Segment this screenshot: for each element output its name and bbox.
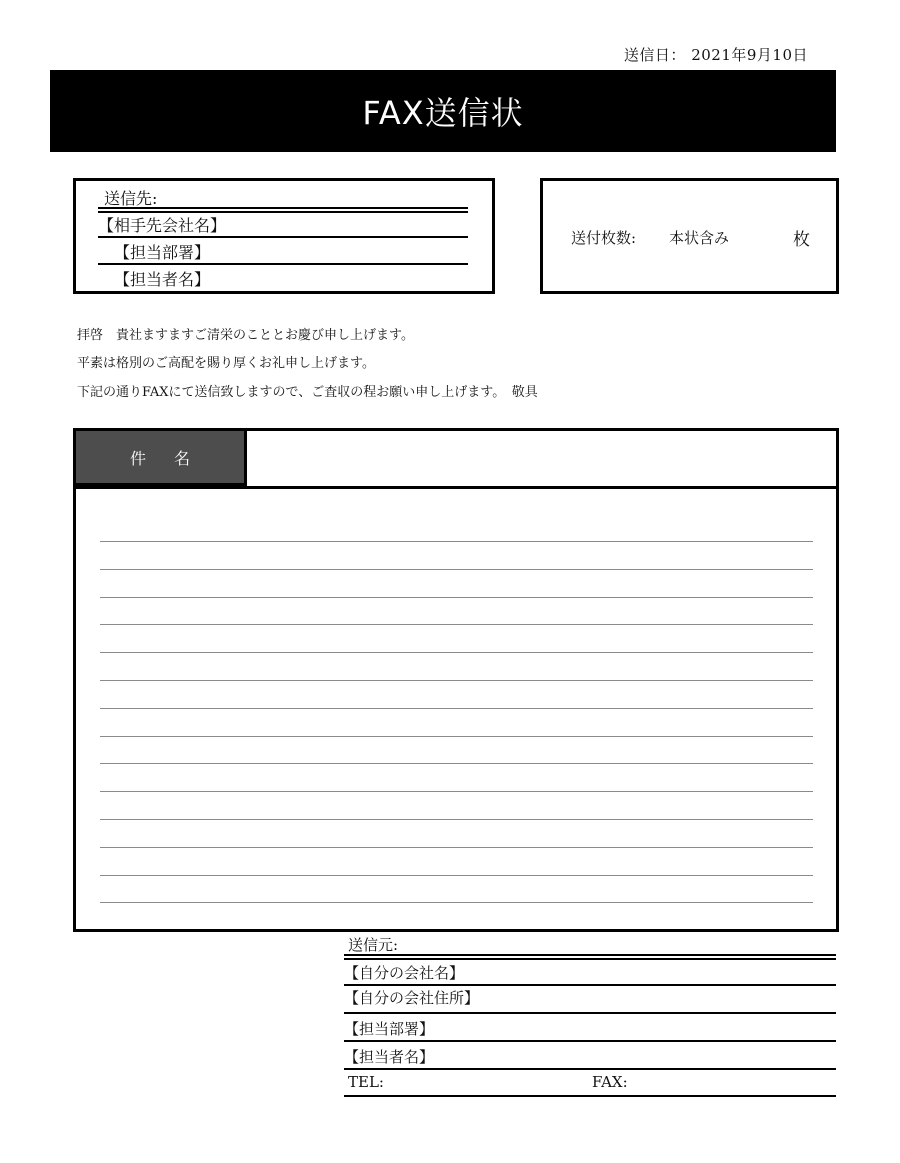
body-ruled-line	[100, 875, 813, 876]
send-date-label: 送信日：	[623, 46, 686, 64]
sender-address-field[interactable]: 【自分の会社住所】	[344, 989, 480, 1007]
sender-company-rule	[344, 984, 836, 986]
sender-person-field[interactable]: 【担当者名】	[344, 1048, 435, 1066]
body-ruled-line	[100, 847, 813, 848]
page-count-box	[540, 178, 839, 294]
body-ruled-line	[100, 902, 813, 903]
body-ruled-line	[100, 569, 813, 570]
sender-department-field[interactable]: 【担当部署】	[344, 1020, 435, 1038]
page-count-note: 本状含み	[669, 229, 730, 247]
body-ruled-line	[100, 597, 813, 598]
sender-heading-rule-1	[344, 954, 836, 956]
recipient-company-field[interactable]: 【相手先会社名】	[98, 216, 227, 235]
sender-person-rule	[344, 1068, 836, 1070]
subject-body-box	[73, 428, 839, 932]
body-ruled-line	[100, 791, 813, 792]
send-date	[624, 44, 808, 65]
body-ruled-line	[100, 819, 813, 820]
greeting-line-1: 拝啓 貴社ますますご清栄のこととお慶び申し上げます。	[77, 328, 414, 343]
recipient-heading-rule-1	[98, 207, 468, 209]
sender-fax-label: FAX:	[592, 1073, 628, 1091]
send-date-value[interactable]: 2021年9月10日	[691, 46, 808, 64]
greeting-line-3: 下記の通りFAXにて送信致しますので、ご査収の程お願い申し上げます。 敬具	[77, 385, 538, 400]
recipient-heading: 送信先:	[104, 189, 158, 208]
recipient-department-rule	[98, 263, 468, 265]
body-ruled-line	[100, 541, 813, 542]
page-count-label: 送付枚数:	[571, 229, 637, 247]
sender-heading-rule-2	[344, 958, 836, 960]
document-title: FAX送信状	[362, 94, 524, 132]
subject-label: 件名	[76, 431, 247, 486]
recipient-company-rule	[98, 236, 468, 238]
body-ruled-line	[100, 736, 813, 737]
title-bar	[50, 70, 836, 152]
sender-department-rule	[344, 1040, 836, 1042]
body-ruled-line	[100, 652, 813, 653]
page-count-unit: 枚	[793, 230, 810, 250]
subject-divider	[76, 486, 836, 489]
sender-address-rule	[344, 1012, 836, 1014]
body-ruled-line	[100, 763, 813, 764]
sender-tel-label: TEL:	[348, 1073, 384, 1091]
body-ruled-line	[100, 624, 813, 625]
greeting-line-2: 平素は格別のご高配を賜り厚くお礼申し上げます。	[77, 356, 375, 371]
body-ruled-line	[100, 708, 813, 709]
sender-heading: 送信元:	[348, 936, 399, 954]
sender-company-field[interactable]: 【自分の会社名】	[344, 964, 465, 982]
recipient-department-field[interactable]: 【担当部署】	[114, 243, 211, 262]
body-ruled-line	[100, 680, 813, 681]
recipient-person-field[interactable]: 【担当者名】	[114, 270, 211, 289]
recipient-box	[73, 178, 495, 294]
sender-tel-fax-rule	[344, 1095, 836, 1097]
